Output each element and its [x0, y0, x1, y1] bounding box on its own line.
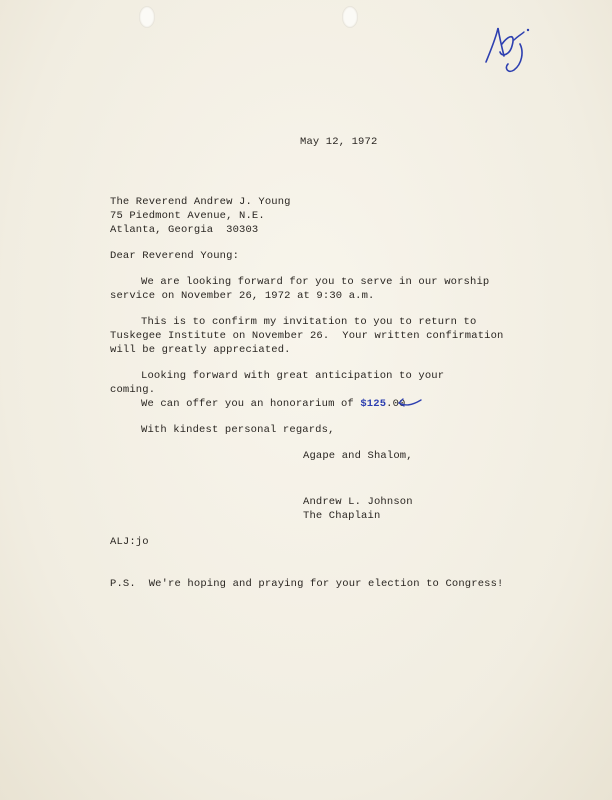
paragraph-line: Tuskegee Institute on November 26. Your written confirmation — [110, 330, 504, 342]
honorarium-amount-handwritten: $125 — [360, 398, 387, 410]
paragraph-line: This is to confirm my invitation to you to return to — [141, 316, 477, 328]
postscript: P.S. We're hoping and praying for your election to Congress! — [110, 578, 504, 590]
honorarium-line — [141, 398, 406, 410]
pen-arrow-mark — [397, 397, 423, 409]
paragraph-line: service on November 26, 1972 at 9:30 a.m. — [110, 290, 375, 302]
paragraph-line: Looking forward with great anticipation to your — [141, 370, 445, 382]
letter-date: May 12, 1972 — [300, 136, 378, 148]
paragraph-line: coming. — [110, 384, 156, 396]
paragraph-line: With kindest personal regards, — [141, 424, 335, 436]
signature-name: Andrew L. Johnson — [303, 496, 413, 508]
punch-hole — [139, 6, 155, 28]
recipient-city: Atlanta, Georgia 30303 — [110, 224, 259, 236]
paragraph-line: will be greatly appreciated. — [110, 344, 291, 356]
signature-title: The Chaplain — [303, 510, 381, 522]
punch-hole — [342, 6, 358, 28]
recipient-name: The Reverend Andrew J. Young — [110, 196, 291, 208]
paragraph-line: We are looking forward for you to serve in our worship — [141, 276, 490, 288]
honorarium-amount-typed: .00 — [386, 398, 406, 410]
honorarium-text: We can offer you an honorarium of — [141, 398, 361, 410]
recipient-street: 75 Piedmont Avenue, N.E. — [110, 210, 265, 222]
salutation: Dear Reverend Young: — [110, 250, 240, 262]
typist-initials: ALJ:jo — [110, 536, 149, 548]
handwritten-initials-mark — [478, 18, 538, 78]
closing: Agape and Shalom, — [303, 450, 413, 462]
